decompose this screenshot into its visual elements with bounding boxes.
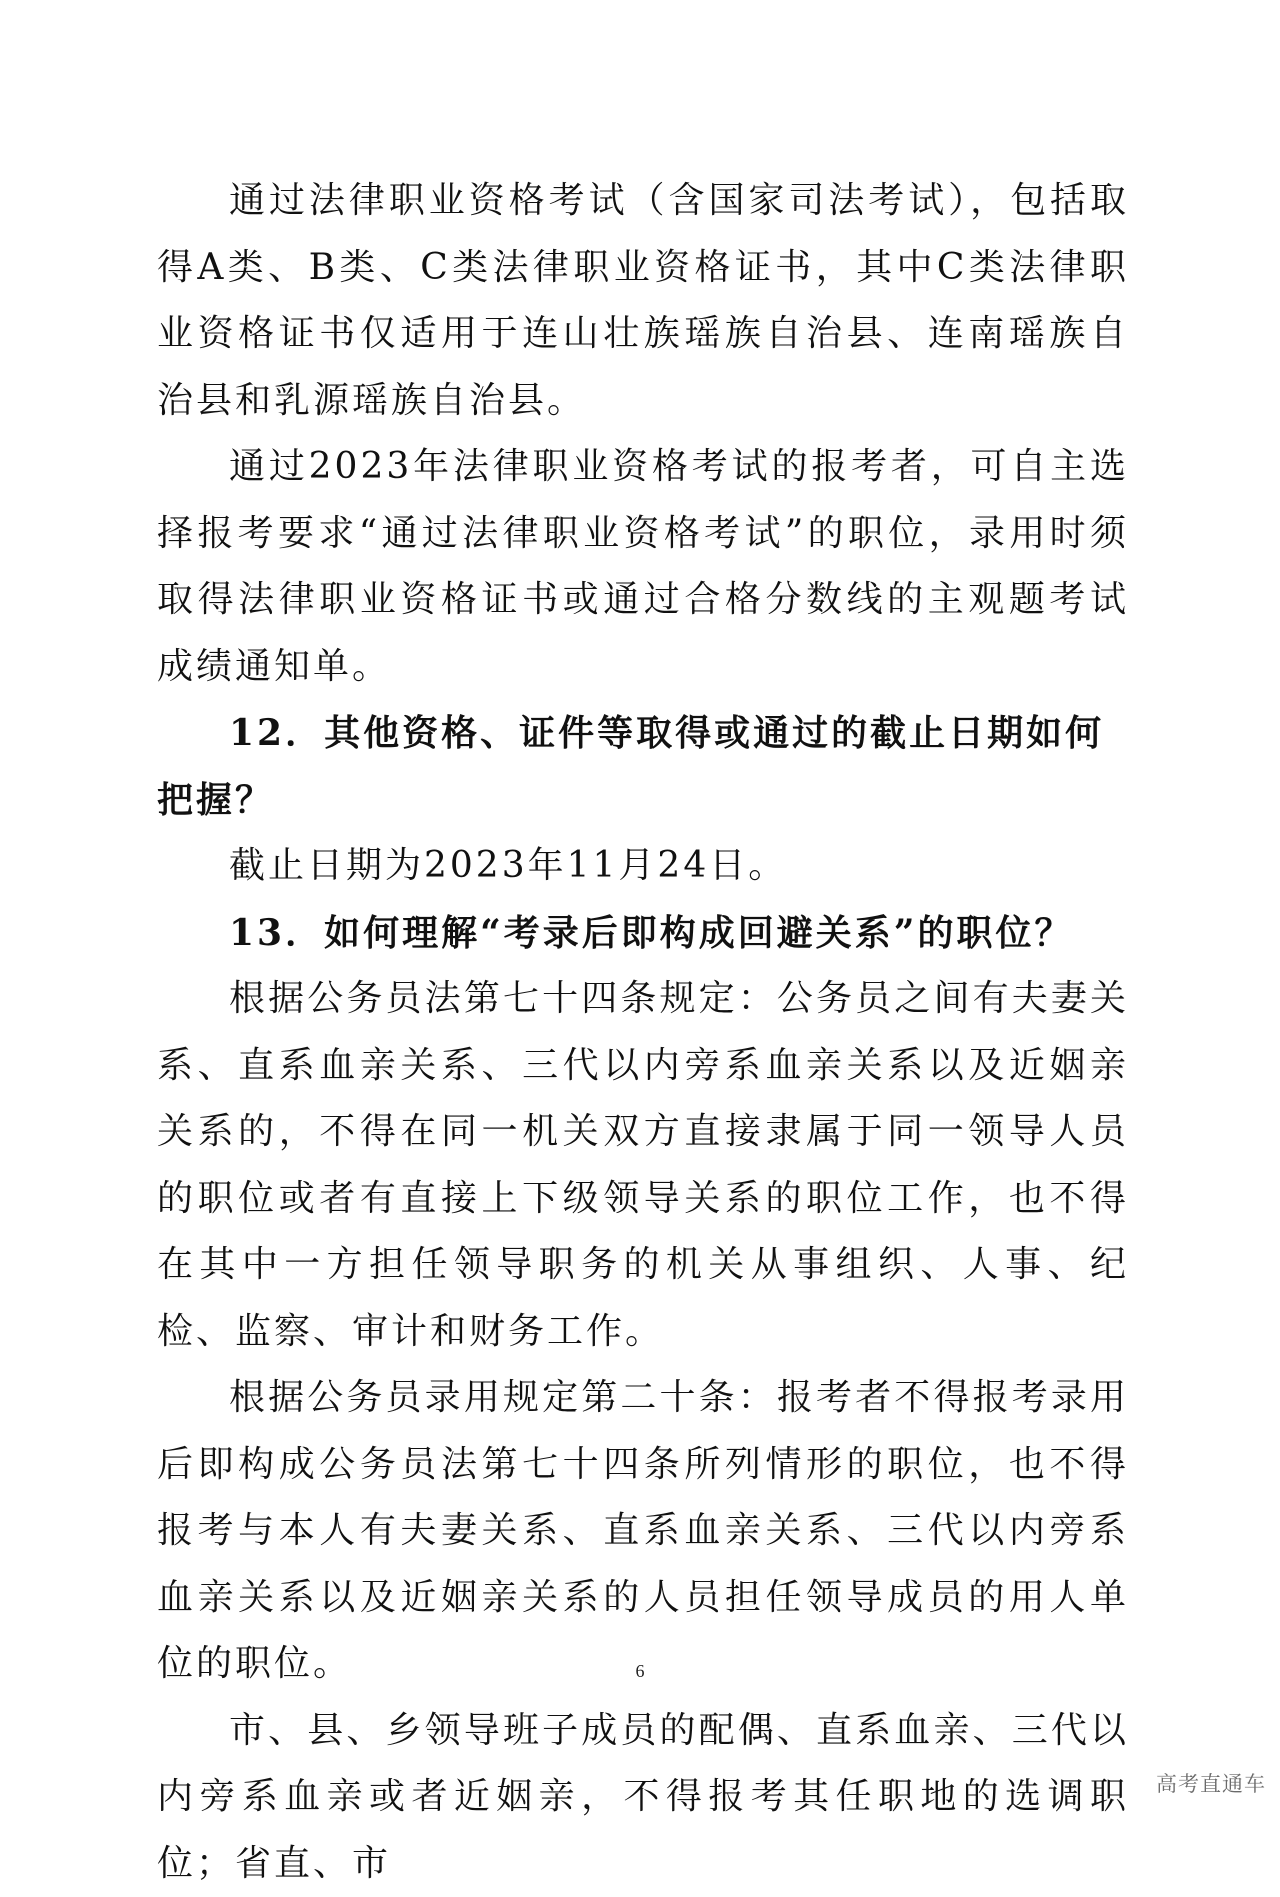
answer-12-deadline: 截止日期为2023年11月24日。 [157,833,1129,900]
paragraph-recruitment-rule-20: 根据公务员录用规定第二十条：报考者不得报考录用后即构成公务员法第七十四条所列情形的职位，也不得报考与本人有夫妻关系、直系血亲关系、三代以内旁系血亲关系以及近姻亲关系的人员担任领导成员的用人单位的职位。 [157,1365,1129,1698]
paragraph-2023-exam-applicants: 通过2023年法律职业资格考试的报考者，可自主选择报考要求“通过法律职业资格考试”的职位，录用时须取得法律职业资格证书或通过合格分数线的主观题考试成绩通知单。 [157,434,1129,700]
page-number: 6 [0,1661,1280,1682]
document-body [157,168,1129,1897]
paragraph-civil-servant-law-74: 根据公务员法第七十四条规定：公务员之间有夫妻关系、直系血亲关系、三代以内旁系血亲关系以及近姻亲关系的，不得在同一机关双方直接隶属于同一领导人员的职位或者有直接上下级领导关系的职位工作，也不得在其中一方担任领导职务的机关从事组织、人事、纪检、监察、审计和财务工作。 [157,966,1129,1365]
question-12-heading: 12．其他资格、证件等取得或通过的截止日期如何把握？ [157,700,1129,833]
paragraph-legal-exam-qualification: 通过法律职业资格考试（含国家司法考试），包括取得A类、B类、C类法律职业资格证书，其中C类法律职业资格证书仅适用于连山壮族瑶族自治县、连南瑶族自治县和乳源瑶族自治县。 [157,168,1129,434]
paragraph-leadership-relatives: 市、县、乡领导班子成员的配偶、直系血亲、三代以内旁系血亲或者近姻亲，不得报考其任职地的选调职位；省直、市 [157,1698,1129,1897]
question-13-heading: 13．如何理解“考录后即构成回避关系”的职位？ [157,900,1129,967]
watermark: 高考直通车 [1156,1768,1266,1798]
